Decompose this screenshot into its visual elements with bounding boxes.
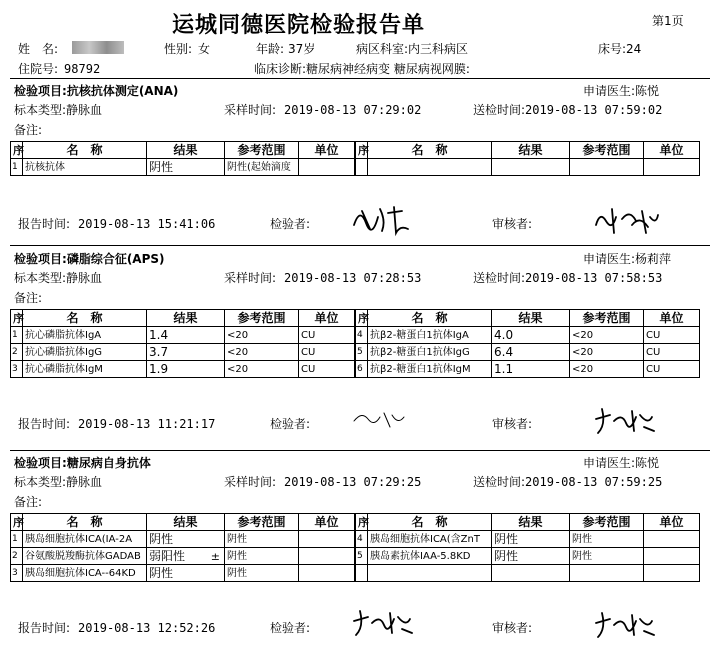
row-number: 2 <box>11 344 23 361</box>
doctor-label: 申请医生: <box>583 252 636 266</box>
reference-range: <20 <box>225 361 299 378</box>
collect-label: 采样时间: <box>224 271 277 285</box>
result-unit: CU <box>644 344 700 361</box>
reviewer-label: 审核者: <box>492 217 533 231</box>
gender-value: 女 <box>198 42 211 56</box>
table-row <box>356 548 700 565</box>
dept-value: 内三科病区 <box>408 42 469 56</box>
col-header-result: 结果 <box>147 142 225 159</box>
test-result <box>492 361 570 378</box>
test-result <box>147 361 225 378</box>
table-row <box>356 344 700 361</box>
col-header-name: 名 称 <box>368 142 492 159</box>
collect-time: 2019-08-13 07:28:53 <box>284 271 422 285</box>
sample-type: 静脉血 <box>66 271 103 285</box>
result-value: 1.4 <box>149 327 169 342</box>
test-name: 胰岛细胞抗体ICA--64KD <box>23 565 147 582</box>
tester-label: 检验者: <box>270 621 311 635</box>
collect-label: 采样时间: <box>224 475 277 489</box>
table-row <box>356 565 700 582</box>
row-number: 6 <box>356 361 368 378</box>
result-table-left <box>10 141 355 176</box>
result-unit <box>644 531 700 548</box>
reference-range <box>570 565 644 582</box>
reference-range: 阴性(起始滴度 <box>225 159 299 176</box>
result-value: 1.9 <box>149 361 169 376</box>
col-header-range: 参考范围 <box>225 514 299 531</box>
diagnosis-label: 临床诊断: <box>254 62 307 76</box>
row-number: 3 <box>11 565 23 582</box>
col-header-no: 序 <box>356 310 368 327</box>
test-result <box>147 159 225 176</box>
name-label: 姓 名: <box>18 42 59 56</box>
tester-signature <box>350 607 420 642</box>
table-row <box>356 327 700 344</box>
doctor-label: 申请医生: <box>583 84 636 98</box>
col-header-name: 名 称 <box>23 310 147 327</box>
test-name: 抗β2-糖蛋白1抗体IgA <box>368 327 492 344</box>
col-header-range: 参考范围 <box>570 514 644 531</box>
send-field <box>473 101 662 118</box>
inpatient-value: 98792 <box>64 62 101 76</box>
send-label: 送检时间: <box>473 103 526 117</box>
result-value: 弱阳性 <box>149 548 186 563</box>
result-unit: CU <box>644 327 700 344</box>
send-label: 送检时间: <box>473 475 526 489</box>
reviewer-signature <box>592 405 662 440</box>
report-time-label: 报告时间: <box>18 217 71 231</box>
col-header-unit: 单位 <box>644 514 700 531</box>
item-label <box>14 454 151 471</box>
row-number: 3 <box>11 361 23 378</box>
sample-field <box>14 101 102 118</box>
tester-signature <box>350 403 410 438</box>
result-unit: CU <box>299 361 355 378</box>
row-number: 1 <box>11 531 23 548</box>
col-header-unit: 单位 <box>299 514 355 531</box>
test-name: 抗心磷脂抗体IgG <box>23 344 147 361</box>
bed-value: 24 <box>626 42 642 56</box>
col-header-result: 结果 <box>147 514 225 531</box>
test-name: 抗心磷脂抗体IgM <box>23 361 147 378</box>
age-value: 37岁 <box>288 42 316 56</box>
row-number: 5 <box>356 344 368 361</box>
col-header-unit: 单位 <box>644 310 700 327</box>
result-value: 阴性 <box>494 531 519 546</box>
test-name <box>368 565 492 582</box>
test-result <box>492 344 570 361</box>
doctor-name: 陈悦 <box>635 84 660 98</box>
report-time-label: 报告时间: <box>18 417 71 431</box>
row-number: 5 <box>356 548 368 565</box>
row-number: 1 <box>11 159 23 176</box>
test-name <box>368 159 492 176</box>
result-unit <box>644 548 700 565</box>
result-flag: ± <box>210 549 220 563</box>
sample-type: 静脉血 <box>66 475 103 489</box>
item-name: 抗核抗体测定(ANA) <box>66 84 179 98</box>
item-name: 磷脂综合征(APS) <box>66 252 165 266</box>
col-header-name: 名 称 <box>368 514 492 531</box>
section-divider <box>10 245 710 246</box>
table-row <box>356 159 700 176</box>
collect-field <box>224 269 421 286</box>
report-time: 2019-08-13 12:52:26 <box>78 621 216 635</box>
row-number: 2 <box>11 548 23 565</box>
tester-label: 检验者: <box>270 417 311 431</box>
table-row <box>11 327 355 344</box>
col-header-result: 结果 <box>492 310 570 327</box>
table-row <box>11 565 355 582</box>
result-unit <box>644 159 700 176</box>
table-row <box>11 159 355 176</box>
result-value: 4.0 <box>494 327 514 342</box>
report-time-field <box>18 415 215 432</box>
test-name: 胰岛素抗体IAA-5.8KD <box>368 548 492 565</box>
col-header-no: 序 <box>11 514 23 531</box>
reviewer-label: 审核者: <box>492 417 533 431</box>
doctor-field <box>583 454 659 471</box>
result-value: 阴性 <box>149 565 174 580</box>
result-value: 1.1 <box>494 361 514 376</box>
col-header-no: 序 <box>356 514 368 531</box>
result-unit <box>299 548 355 565</box>
col-header-result: 结果 <box>492 142 570 159</box>
table-row <box>11 548 355 565</box>
tester-label: 检验者: <box>270 217 311 231</box>
col-header-range: 参考范围 <box>225 310 299 327</box>
table-row <box>11 344 355 361</box>
doctor-field <box>583 82 659 99</box>
collect-time: 2019-08-13 07:29:25 <box>284 475 422 489</box>
test-result <box>492 159 570 176</box>
col-header-range: 参考范围 <box>570 310 644 327</box>
bed-label: 床号: <box>598 42 627 56</box>
result-unit: CU <box>644 361 700 378</box>
test-name: 抗核抗体 <box>23 159 147 176</box>
test-result <box>492 327 570 344</box>
result-unit <box>299 159 355 176</box>
inpatient-label: 住院号: <box>18 62 59 76</box>
reference-range: 阴性 <box>225 548 299 565</box>
result-unit: CU <box>299 327 355 344</box>
col-header-result: 结果 <box>492 514 570 531</box>
result-value: 阴性 <box>149 531 174 546</box>
send-label: 送检时间: <box>473 271 526 285</box>
reference-range <box>570 159 644 176</box>
reference-range: <20 <box>570 361 644 378</box>
test-result <box>147 548 225 565</box>
result-value: 阴性 <box>494 548 519 563</box>
sample-label: 标本类型: <box>14 475 67 489</box>
reference-range: 阴性 <box>225 565 299 582</box>
result-unit <box>644 565 700 582</box>
reference-range: <20 <box>570 344 644 361</box>
result-table-right <box>355 141 700 176</box>
sample-label: 标本类型: <box>14 103 67 117</box>
send-field <box>473 269 662 286</box>
table-row <box>11 531 355 548</box>
col-header-unit: 单位 <box>644 142 700 159</box>
item-label-text: 检验项目: <box>14 456 67 470</box>
doctor-name: 陈悦 <box>635 456 660 470</box>
col-header-result: 结果 <box>147 310 225 327</box>
test-result <box>147 565 225 582</box>
result-table-right <box>355 513 700 582</box>
reference-range: 阴性 <box>570 548 644 565</box>
col-header-unit: 单位 <box>299 142 355 159</box>
result-unit <box>299 531 355 548</box>
report-time: 2019-08-13 11:21:17 <box>78 417 216 431</box>
header-divider <box>10 78 710 79</box>
reference-range: 阴性 <box>570 531 644 548</box>
col-header-range: 参考范围 <box>570 142 644 159</box>
collect-time: 2019-08-13 07:29:02 <box>284 103 422 117</box>
test-result <box>492 565 570 582</box>
result-table-right <box>355 309 700 378</box>
note-label: 备注: <box>14 495 43 509</box>
col-header-no: 序 <box>11 142 23 159</box>
reference-range: <20 <box>225 344 299 361</box>
test-result <box>147 531 225 548</box>
test-name: 抗β2-糖蛋白1抗体IgG <box>368 344 492 361</box>
send-time: 2019-08-13 07:59:02 <box>525 103 663 117</box>
reference-range: <20 <box>570 327 644 344</box>
reviewer-signature <box>592 205 662 240</box>
report-time-field <box>18 215 215 232</box>
send-time: 2019-08-13 07:58:53 <box>525 271 663 285</box>
col-header-name: 名 称 <box>368 310 492 327</box>
section-divider <box>10 450 710 451</box>
row-number <box>356 159 368 176</box>
col-header-name: 名 称 <box>23 142 147 159</box>
result-unit: CU <box>299 344 355 361</box>
result-table-left <box>10 309 355 378</box>
page-number: 第1页 <box>652 14 684 28</box>
result-table-left <box>10 513 355 582</box>
test-name: 抗心磷脂抗体IgA <box>23 327 147 344</box>
collect-label: 采样时间: <box>224 103 277 117</box>
note-label: 备注: <box>14 123 43 137</box>
col-header-no: 序 <box>11 310 23 327</box>
result-value: 阴性 <box>149 159 174 174</box>
test-result <box>147 327 225 344</box>
sample-field <box>14 269 102 286</box>
sample-type: 静脉血 <box>66 103 103 117</box>
report-time: 2019-08-13 15:41:06 <box>78 217 216 231</box>
item-label-text: 检验项目: <box>14 84 67 98</box>
doctor-name: 杨莉萍 <box>635 252 672 266</box>
patient-name-redacted <box>72 40 124 54</box>
send-field <box>473 473 662 490</box>
collect-field <box>224 473 421 490</box>
test-result <box>147 344 225 361</box>
row-number: 1 <box>11 327 23 344</box>
row-number: 4 <box>356 327 368 344</box>
reference-range: 阴性 <box>225 531 299 548</box>
report-title: 运城同德医院检验报告单 <box>172 12 426 38</box>
test-name: 胰岛细胞抗体ICA(IA-2A <box>23 531 147 548</box>
test-name: 抗β2-糖蛋白1抗体IgM <box>368 361 492 378</box>
result-value: 3.7 <box>149 344 169 359</box>
col-header-range: 参考范围 <box>225 142 299 159</box>
tester-signature <box>350 203 420 238</box>
row-number <box>356 565 368 582</box>
test-result <box>492 531 570 548</box>
col-header-unit: 单位 <box>299 310 355 327</box>
item-label-text: 检验项目: <box>14 252 67 266</box>
sample-field <box>14 473 102 490</box>
reviewer-label: 审核者: <box>492 621 533 635</box>
result-value: 6.4 <box>494 344 514 359</box>
table-row <box>11 361 355 378</box>
doctor-field <box>583 250 671 267</box>
test-result <box>492 548 570 565</box>
item-label <box>14 82 178 99</box>
reviewer-signature <box>592 609 662 644</box>
table-row <box>356 531 700 548</box>
col-header-name: 名 称 <box>23 514 147 531</box>
row-number: 4 <box>356 531 368 548</box>
gender-label: 性别: <box>164 42 193 56</box>
sample-label: 标本类型: <box>14 271 67 285</box>
reference-range: <20 <box>225 327 299 344</box>
collect-field <box>224 101 421 118</box>
test-name: 胰岛细胞抗体ICA(含ZnT <box>368 531 492 548</box>
doctor-label: 申请医生: <box>583 456 636 470</box>
diagnosis-value: 糖尿病神经病变 糖尿病视网膜: <box>306 62 470 76</box>
report-time-field <box>18 619 215 636</box>
dept-label: 病区科室: <box>356 42 409 56</box>
report-time-label: 报告时间: <box>18 621 71 635</box>
test-name: 谷氨酸脱羧酶抗体GADAB <box>23 548 147 565</box>
age-label: 年龄: <box>256 42 285 56</box>
result-unit <box>299 565 355 582</box>
send-time: 2019-08-13 07:59:25 <box>525 475 663 489</box>
col-header-no: 序 <box>356 142 368 159</box>
table-row <box>356 361 700 378</box>
item-label <box>14 250 165 267</box>
note-label: 备注: <box>14 291 43 305</box>
item-name: 糖尿病自身抗体 <box>66 456 151 470</box>
